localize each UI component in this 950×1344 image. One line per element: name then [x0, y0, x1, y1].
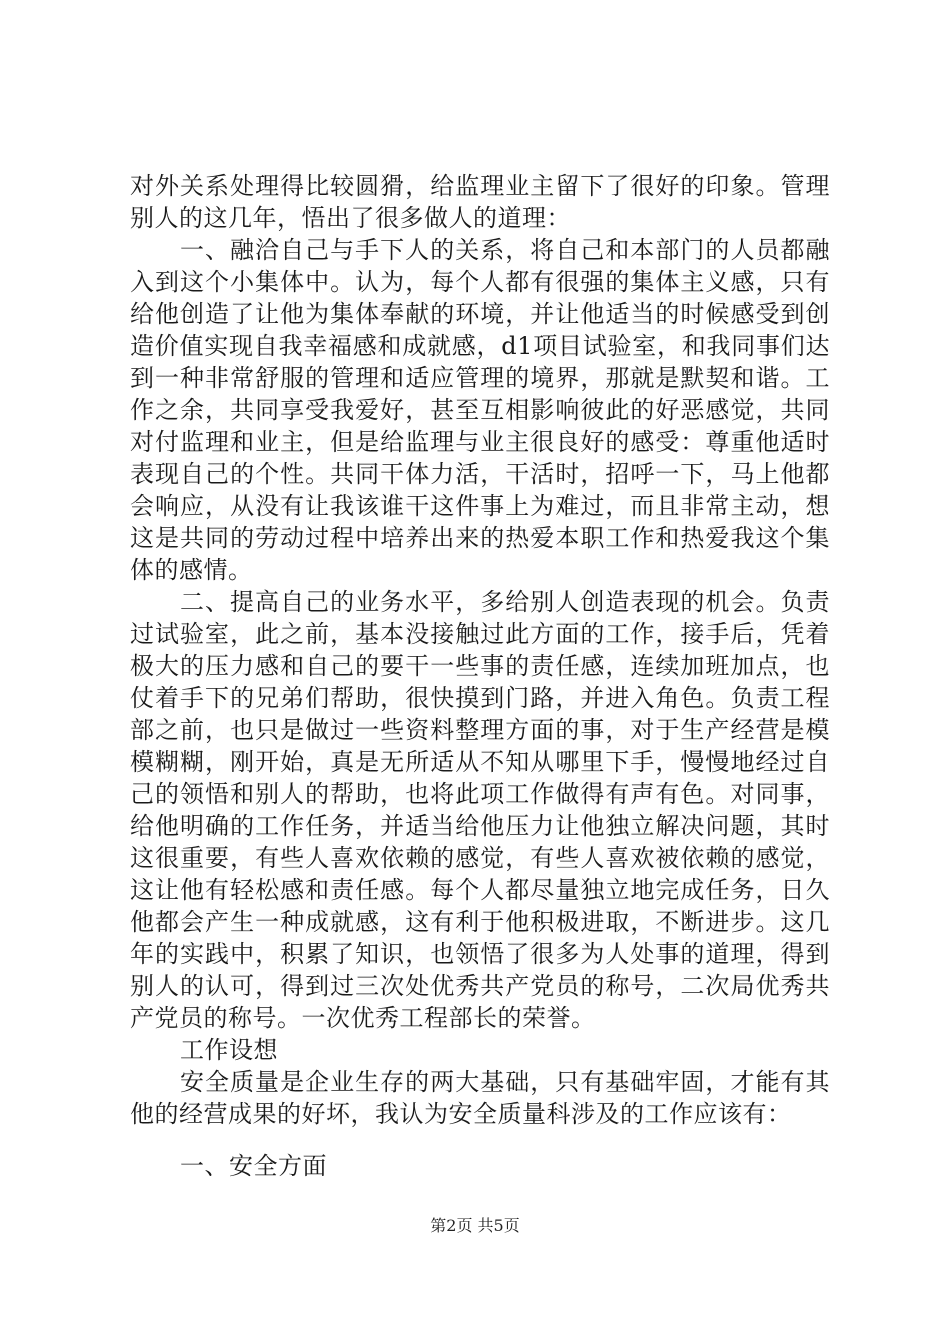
paragraph-safety-quality: 安全质量是企业生存的两大基础，只有基础牢固，才能有其他的经营成果的好坏，我认为安全质量科涉及的工作应该有： [130, 1068, 830, 1128]
paragraph-point-one: 一、融洽自己与手下人的关系，将自己和本部门的人员都融入到这个小集体中。认为，每个人都有很强的集体主义感，只有给他创造了让他为集体奉献的环境，并让他适当的时候感受到创造价值实现自我幸福感和成就感，d1项目试验室，和我同事们达到一种非常舒服的管理和适应管理的境界，那就是默契和谐。工作之余，共同享受我爱好，甚至互相影响彼此的好恶感觉，共同对付监理和业主，但是给监理与业主很良好的感受：尊重他适时表现自己的个性。共同干体力活，干活时，招呼一下，马上他都会响应，从没有让我该谁干这件事上为难过，而且非常主动，想这是共同的劳动过程中培养出来的热爱本职工作和热爱我这个集体的感情。 [130, 236, 830, 584]
paragraph-point-two: 二、提高自己的业务水平，多给别人创造表现的机会。负责过试验室，此之前，基本没接触过此方面的工作，接手后，凭着极大的压力感和自己的要干一些事的责任感，连续加班加点，也仗着手下的兄弟们帮助，很快摸到门路，并进入角色。负责工程部之前，也只是做过一些资料整理方面的事，对于生产经营是模模糊糊，刚开始，真是无所适从不知从哪里下手，慢慢地经过自己的领悟和别人的帮助，也将此项工作做得有声有色。对同事，给他明确的工作任务，并适当给他压力让他独立解决问题，其时这很重要，有些人喜欢依赖的感觉，有些人喜欢被依赖的感觉，这让他有轻松感和责任感。每个人都尽量独立地完成任务，日久他都会产生一种成就感，这有利于他积极进取，不断进步。这几年的实践中，积累了知识，也领悟了很多为人处事的道理，得到别人的认可，得到过三次处优秀共产党员的称号，二次局优秀共产党员的称号。一次优秀工程部长的荣誉。 [130, 588, 830, 1032]
page-number-footer: 第2页 共5页 [430, 1216, 520, 1235]
paragraph-continuation: 对外关系处理得比较圆猾，给监理业主留下了很好的印象。管理别人的这几年，悟出了很多做人的道理： [130, 172, 830, 232]
subheading-safety: 一、安全方面 [180, 1152, 327, 1180]
section-heading-work-plan: 工作设想 [180, 1036, 278, 1064]
document-body [130, 170, 830, 1182]
